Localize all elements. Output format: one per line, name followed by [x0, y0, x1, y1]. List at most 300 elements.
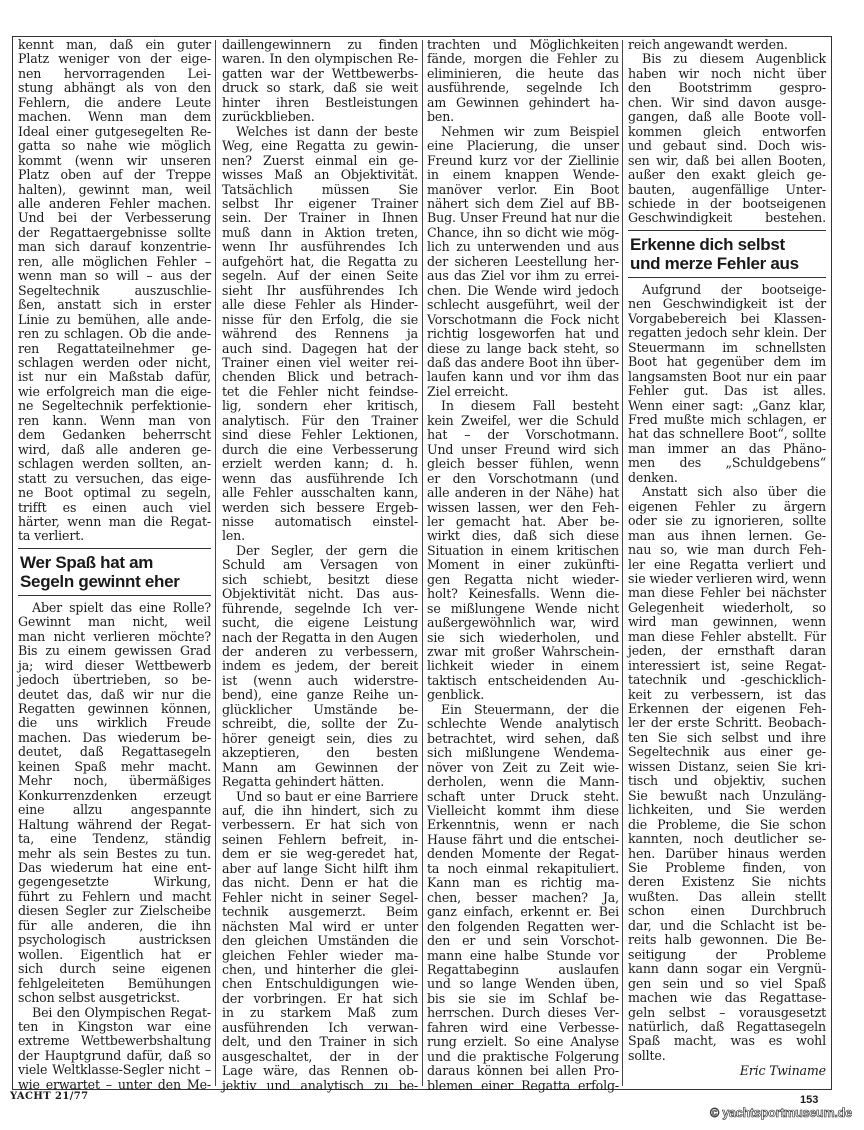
- text-line: derholen, wenn die Mann-: [427, 774, 619, 790]
- paragraph: [628, 38, 826, 52]
- text-line: alle Fehler ausschalten kann,: [222, 485, 418, 501]
- text-line: Trainer einen viel weiter rei-: [222, 354, 418, 370]
- text-line: sieht Ihr ausführendes Ich: [222, 282, 418, 298]
- text-line: holt? Keinesfalls. Wenn die-: [427, 586, 619, 602]
- text-column-2: [222, 38, 418, 1093]
- text-line: nau so, wie man durch Feh-: [628, 542, 826, 558]
- text-line: kennt man, daß ein guter: [18, 37, 211, 52]
- text-line: psychologisch austricksen: [18, 932, 211, 948]
- text-line: durch die eine Verbesserung: [222, 441, 418, 457]
- text-line: Segeltechnik auszuschlie-: [18, 282, 211, 298]
- text-line: Objektivität nicht. Das aus-: [222, 586, 418, 602]
- text-line: taktisch entscheidenden Au-: [427, 672, 619, 688]
- text-line: seitigung der Probleme: [628, 946, 826, 962]
- text-line: erzielt werden kann; d. h.: [222, 456, 418, 472]
- text-line: betrachtet, wird sehen, daß: [427, 730, 619, 746]
- text-line: man diese Fehler abstellt. Für: [628, 628, 826, 644]
- text-line: ta verliert.: [18, 528, 84, 544]
- text-line: den Bootstrimm gespro-: [628, 80, 826, 96]
- text-line: bauten, augenfällige Unter-: [628, 181, 826, 197]
- text-line: gegengesetzte Wirkung,: [18, 874, 211, 890]
- text-line: seinen Fehlern befreit, in-: [222, 831, 418, 847]
- text-line: aber auf lange Sicht hilft ihm: [222, 860, 418, 876]
- text-line: Lage wäre, das Rennen ob-: [222, 1063, 418, 1079]
- text-line: stung abhängt als von den: [18, 80, 211, 96]
- text-line: interessiert ist, seine Regat-: [628, 657, 826, 673]
- text-line: daraus können bei allen Pro-: [427, 1063, 619, 1079]
- text-line: wenn das ausführende Ich: [222, 470, 418, 486]
- text-line: er den Vorschotmann (und: [427, 470, 619, 486]
- text-line: schon einen Durchbruch: [628, 903, 826, 919]
- text-line: sich mißlungene Wendema-: [427, 745, 619, 761]
- text-line: in zu starkem Maß zum: [222, 1005, 418, 1021]
- text-line: ler eine Regatta verliert und: [628, 556, 826, 572]
- text-line: wissen lassen, wer den Feh-: [427, 499, 619, 515]
- text-line: Erkenntnis, wenn er nach: [427, 817, 619, 833]
- text-column-3: [427, 38, 619, 1093]
- text-line: oder sie zu ignorieren, sollte: [628, 513, 826, 529]
- text-line: Der Segler, der gern die: [236, 542, 418, 558]
- text-line: ganz einfach, erkennt er. Bei: [427, 904, 619, 920]
- text-line: Aber spielt das eine Rolle?: [32, 599, 211, 615]
- heading-line: Wer Spaß hat am: [20, 552, 154, 572]
- text-line: schiede in der bootseigenen: [628, 195, 826, 211]
- text-line: Schuld am Versagen von: [222, 557, 418, 573]
- text-line: nen hervorragenden Lei-: [18, 65, 211, 81]
- text-line: tisch und objektiv, suchen: [628, 773, 826, 789]
- text-line: dem Gedanken beherrscht: [18, 427, 211, 443]
- text-line: segeln. Auf der einen Seite: [222, 268, 418, 284]
- text-line: in einem knappen Wende-: [427, 167, 619, 183]
- text-line: Geschwindigkeit bestehen.: [628, 210, 826, 226]
- text-line: Konkurrenzdenken erzeugt: [18, 787, 211, 803]
- paragraph: [628, 283, 826, 485]
- text-line: lich zu unterwenden und aus: [427, 239, 619, 255]
- text-line: reits halb gewonnen. Die Be-: [628, 932, 826, 948]
- section-heading: [628, 230, 826, 278]
- text-line: hörer geneigt sein, dies zu: [222, 730, 418, 746]
- text-line: man sich darauf konzentrie-: [18, 239, 211, 255]
- paragraph: [222, 790, 418, 1094]
- paragraph: [222, 125, 418, 544]
- text-line: növer von Zeit zu Zeit wie-: [427, 759, 619, 775]
- text-line: eigenen Fehler zu ärgern: [628, 498, 826, 514]
- column-divider: [215, 40, 216, 1086]
- text-line: druck so stark, daß sie weit: [222, 80, 418, 96]
- text-line: schon selbst ausgetrickst.: [18, 990, 180, 1006]
- text-line: ta, eine Tendenz, ständig: [18, 831, 211, 847]
- text-line: se mißlungene Wende nicht: [427, 600, 619, 616]
- text-line: haben wir noch nicht über: [628, 65, 826, 81]
- text-line: und die praktische Folgerung: [427, 1048, 619, 1064]
- text-line: kannten, noch deutlicher se-: [628, 831, 826, 847]
- text-line: regatten jedoch sehr klein. Der: [628, 325, 826, 341]
- text-line: trachten und Möglichkeiten: [427, 37, 619, 52]
- text-line: ben.: [427, 109, 455, 125]
- text-line: schreibt, die, sollte der Zu-: [222, 716, 418, 732]
- text-line: sie wieder verlieren wird, wenn: [628, 570, 827, 586]
- text-line: nen Geschwindigkeit ist der: [628, 296, 826, 312]
- text-line: schlechte Wende analytisch: [427, 716, 619, 732]
- text-line: außer den exakt gleich ge-: [628, 167, 826, 183]
- paragraph: [628, 485, 826, 1063]
- watermark: © yachtsportmuseum.de: [710, 1106, 852, 1120]
- text-line: langsamsten Boot nur ein paar: [628, 368, 826, 384]
- text-line: machen. Das wiederum be-: [18, 729, 211, 745]
- text-line: sucht, die eigene Leistung: [222, 615, 418, 631]
- text-line: schlagen werden oder nicht,: [18, 354, 211, 370]
- text-line: bis sie sie im Schlaf be-: [427, 990, 619, 1006]
- text-line: den er und sein Vorschot-: [427, 933, 619, 949]
- text-line: jektiv und analytisch zu be-: [222, 1077, 418, 1093]
- text-line: ten Sie sich selbst und ihre: [628, 729, 826, 745]
- text-line: Platz oben auf der Treppe: [18, 167, 211, 183]
- heading-line: Segeln gewinnt eher: [20, 571, 180, 591]
- column-divider: [622, 40, 623, 1086]
- text-line: Bei den Olympischen Regat-: [32, 1004, 211, 1020]
- text-line: jeden, der ernsthaft daran: [628, 643, 826, 659]
- text-line: wollen. Eigentlich hat er: [18, 946, 211, 962]
- text-line: sich schiebt, besitzt diese: [222, 571, 418, 587]
- text-line: zurückblieben.: [222, 109, 315, 125]
- text-line: und gebaut sind. Doch wis-: [628, 138, 826, 154]
- paragraph: [18, 1006, 211, 1093]
- text-line: hinter ihren Bestleistungen: [222, 94, 418, 110]
- text-line: hen. Darüber hinaus werden: [628, 845, 826, 861]
- text-line: chen, besser machen? Ja,: [427, 889, 619, 905]
- text-line: Haltung während der Regat-: [18, 816, 211, 832]
- text-line: auch sind. Dagegen hat der: [222, 340, 418, 356]
- text-line: härter, wenn man die Regat-: [18, 513, 211, 529]
- text-line: die uns wirklich Freude: [18, 715, 211, 731]
- paragraph: [18, 38, 211, 544]
- text-line: machen wie das Regattase-: [628, 990, 826, 1006]
- text-line: Ideal einer gutgesegelten Re-: [18, 123, 211, 139]
- text-line: das nicht. Denn er hat die: [222, 875, 418, 891]
- text-line: daillengewinnern zu finden: [222, 37, 418, 52]
- paragraph: [427, 703, 619, 1093]
- text-line: der anderen zu verbessern,: [222, 644, 418, 660]
- text-line: muß dann in Aktion treten,: [222, 224, 418, 240]
- text-line: viele Weltklasse-Segler nicht –: [18, 1062, 211, 1078]
- text-line: der vorbringen. Er hat sich: [222, 990, 418, 1006]
- text-line: Tatsächlich müssen Sie: [222, 181, 418, 197]
- text-line: Fehler gut. Das ist alles.: [628, 383, 826, 399]
- text-line: In diesem Fall besteht: [441, 398, 619, 414]
- text-line: wenn man so will – aus der: [18, 268, 211, 284]
- text-line: Und bei der Verbesserung: [18, 210, 211, 226]
- paragraph: [222, 38, 418, 125]
- text-line: Fehler nicht in seiner Segel-: [222, 889, 418, 905]
- text-line: Vorgabebereich bei Klassen-: [628, 310, 826, 326]
- text-line: statt zu versuchen, das eige-: [18, 470, 211, 486]
- text-line: Fred mußte mich schlagen, er: [628, 411, 826, 427]
- text-line: sind diese Fehler Lektionen,: [222, 427, 418, 443]
- text-line: akzeptieren, den besten: [222, 745, 418, 761]
- text-line: sollte.: [628, 1047, 666, 1063]
- text-line: ja; wird dieser Wettbewerb: [18, 657, 211, 673]
- text-line: Gelegenheit wiederholt, so: [628, 599, 826, 615]
- text-line: Kann man es richtig ma-: [427, 875, 619, 891]
- text-line: der Regattaergebnisse sollte: [18, 224, 211, 240]
- text-line: Und unser Freund wird sich: [427, 441, 619, 457]
- text-line: nisse für den Erfolg, die sie: [222, 311, 418, 327]
- text-line: man nicht verlieren möchte?: [18, 628, 211, 644]
- text-line: richtig losgeworfen hat und: [427, 326, 619, 342]
- text-line: sich durch seine eigenen: [18, 961, 211, 977]
- text-line: der sicheren Leestellung her-: [427, 253, 619, 269]
- text-line: Wenn einer sagt: „Ganz klar,: [628, 397, 826, 413]
- text-line: Spaß macht, was es wohl: [628, 1033, 826, 1049]
- text-line: Regatten gewinnen können,: [18, 701, 211, 717]
- text-line: gen sein und so viel Spaß: [628, 975, 826, 991]
- text-line: sie sich wiederholen, und: [427, 629, 619, 645]
- text-line: denken.: [628, 469, 678, 485]
- text-line: ren Regattateilnehmer ge-: [18, 340, 211, 356]
- text-line: delt, und den Trainer in sich: [222, 1034, 418, 1050]
- text-line: chen. Wir sind davon ausge-: [628, 94, 826, 110]
- text-line: Erkennen der eigenen Feh-: [628, 701, 826, 717]
- text-line: alle anderen Fehler machen.: [18, 195, 211, 211]
- text-line: Chance, ihn so dicht wie mög-: [427, 224, 619, 240]
- text-line: Das wiederum hat eine ent-: [18, 860, 211, 876]
- text-line: ausführenden Ich verwan-: [222, 1019, 418, 1035]
- text-line: schlagen werden sollten, an-: [18, 456, 211, 472]
- text-line: wie erwartet – unter den Me-: [18, 1076, 211, 1092]
- text-line: Ziel erreicht.: [427, 383, 509, 399]
- text-line: diese zu lange back steht, so: [427, 340, 619, 356]
- text-line: werden sich bessere Ergeb-: [222, 499, 418, 515]
- text-line: aufgehört hat, die Regatta zu: [222, 253, 418, 269]
- text-line: für alle anderen, die ihn: [18, 917, 211, 933]
- text-line: den folgenden Regatten wer-: [427, 918, 619, 934]
- text-line: natürlich, daß Regattasegeln: [628, 1019, 826, 1034]
- text-line: deutet, daß Regattasegeln: [18, 744, 211, 760]
- text-line: kommt (wenn wir unseren: [18, 152, 211, 168]
- text-line: deutet das, daß wir nur die: [18, 686, 211, 702]
- text-line: deren Existenz Sie nichts: [628, 874, 826, 890]
- text-line: nach der Regatta in den Augen: [222, 629, 418, 645]
- text-line: gen Regatta nicht wieder-: [427, 571, 619, 587]
- text-line: trifft es einen auch viel: [18, 499, 211, 515]
- text-line: daß das andere Boot ihn über-: [427, 354, 619, 370]
- text-line: Situation in einem kritischen: [427, 542, 619, 558]
- text-line: führende, segelnde Ich ver-: [222, 600, 418, 616]
- paragraph: [427, 38, 619, 125]
- text-line: Fehlern, die andere Leute: [18, 94, 211, 110]
- text-line: wird, daß alle anderen ge-: [18, 441, 211, 457]
- text-line: Platz weniger von der eige-: [18, 51, 211, 67]
- paragraph: [222, 544, 418, 790]
- text-line: ta noch einmal rekapituliert.: [427, 860, 619, 876]
- text-line: Bug. Unser Freund hat nur die: [427, 210, 620, 226]
- text-line: chen. Die Wende wird jedoch: [427, 282, 619, 298]
- text-line: Vielleicht kommt ihm diese: [427, 803, 619, 819]
- text-line: machen. Wenn man dem: [18, 109, 211, 125]
- text-line: analytisch. Für den Trainer: [222, 412, 418, 428]
- text-line: Weg, eine Regatta zu gewin-: [222, 138, 418, 154]
- text-line: lichkeit wieder in einem: [427, 658, 619, 674]
- text-line: ler gemacht hat. Aber be-: [427, 513, 619, 529]
- text-line: nisse automatisch einstel-: [222, 513, 418, 529]
- text-line: Moment in einer zukünfti-: [427, 557, 619, 573]
- text-line: diesen Segler zur Zielscheibe: [18, 903, 211, 919]
- text-line: wissen Distanz, seien Sie kri-: [628, 758, 826, 774]
- text-line: hat das schnellere Boot“, sollte: [628, 426, 826, 442]
- text-line: ren kann. Wenn man von: [18, 412, 211, 428]
- text-line: kommen gleich entworfen: [628, 123, 826, 139]
- publication-issue: YACHT 21/77: [10, 1091, 89, 1102]
- text-line: ne Segeltechnik perfektionie-: [18, 398, 211, 414]
- text-line: auf, die ihn hindert, sich zu: [222, 803, 418, 819]
- text-line: jedoch übertrieben, so be-: [18, 672, 211, 688]
- text-line: wisses Maß an Objektivität.: [222, 167, 418, 183]
- text-line: Boot hat gegenüber dem im: [628, 354, 826, 370]
- text-line: man immer an das Phäno-: [628, 440, 826, 456]
- text-line: Hause fährt und die entschei-: [427, 831, 619, 847]
- text-line: kein Zweifel, wer die Schuld: [427, 412, 619, 428]
- text-line: führt zu Fehlern und macht: [18, 888, 211, 904]
- text-line: Sie bewußt nach Unzuläng-: [628, 787, 826, 803]
- text-line: Vorschotmann die Fock nicht: [427, 311, 619, 327]
- text-line: gangen, daß alle Boote voll-: [628, 109, 826, 125]
- text-line: chen Entschuldigungen wie-: [222, 976, 418, 992]
- text-line: laufen kann und vor ihm das: [427, 369, 619, 385]
- text-line: geln selbst – vorausgesetzt: [628, 1004, 826, 1020]
- text-line: Sie Probleme finden, von: [628, 860, 826, 876]
- text-line: men des „Schuldgebens“: [628, 455, 826, 471]
- text-line: ist (wenn auch widerstre-: [222, 672, 418, 688]
- text-column-1: [18, 38, 211, 1092]
- text-line: tatechnik und -geschicklich-: [628, 672, 826, 688]
- text-line: wußten. Das allein stellt: [628, 888, 826, 904]
- text-line: Nehmen wir zum Beispiel: [441, 123, 619, 139]
- text-line: bend), eine ganze Reihe un-: [222, 687, 418, 703]
- text-line: der Hauptgrund dafür, daß so: [18, 1047, 211, 1063]
- paragraph: [18, 601, 211, 1006]
- text-line: waren. In den olympischen Re-: [222, 51, 418, 67]
- text-line: wird man gewinnen, wenn: [628, 614, 826, 630]
- text-line: mehr als sein Bestes zu tun.: [18, 845, 211, 861]
- text-line: selbst Ihr eigener Trainer: [222, 195, 418, 211]
- text-line: fehlgeleiteten Bemühungen: [18, 975, 211, 991]
- text-line: ne Boot optimal zu segeln,: [18, 485, 211, 501]
- paragraph: [427, 399, 619, 703]
- text-line: Und so baut er eine Barriere: [236, 788, 418, 804]
- text-line: Aufgrund der bootseige-: [642, 281, 826, 297]
- section-heading: [18, 548, 211, 596]
- text-line: dem er sie weg-geredet hat,: [222, 846, 418, 862]
- text-line: Gewinnt man nicht, weil: [18, 614, 211, 630]
- text-line: Regattabeginn auslaufen: [427, 962, 619, 977]
- text-line: chenden Blick und betrach-: [222, 369, 418, 385]
- text-line: mann eine halbe Stunde vor: [427, 947, 619, 963]
- text-line: Mehr noch, übermäßiges: [18, 773, 211, 789]
- text-line: hat – der Vorschotmann.: [427, 427, 619, 443]
- text-line: ausführende, segelnde Ich: [427, 80, 619, 96]
- text-line: am Gewinnen gehindert ha-: [427, 94, 619, 110]
- text-line: nen? Zuerst einmal ein ge-: [222, 152, 418, 168]
- text-line: gatten war der Wettbewerbs-: [222, 65, 418, 81]
- text-line: kann dann sogar ein Vergnü-: [628, 961, 826, 977]
- text-line: den gleichen Umständen die: [222, 933, 418, 949]
- heading-line: Erkenne dich selbst: [630, 234, 785, 254]
- column-divider: [422, 40, 423, 1086]
- text-line: nächsten Mal wird er unter: [222, 918, 418, 934]
- text-line: fahren wird eine Verbesse-: [427, 1019, 619, 1035]
- text-line: Regatta gehindert hätten.: [222, 774, 385, 790]
- text-line: gleich besser fühlen, wenn: [427, 456, 619, 472]
- text-line: alle diese Fehler als Hinder-: [222, 297, 418, 313]
- text-line: alle anderen in der Nähe) hat: [427, 485, 619, 501]
- text-line: schlecht ausgeführt, weil der: [427, 297, 619, 313]
- text-line: manöver verlor. Ein Boot: [427, 181, 619, 197]
- text-line: keinen Spaß mehr macht.: [18, 758, 211, 774]
- text-line: Linie zu bemühen, alle ande-: [18, 311, 211, 327]
- text-line: ßen, anstatt sich in erster: [18, 297, 211, 313]
- text-line: eine Placierung, die unser: [427, 138, 619, 154]
- text-line: sen wir, daß bei allen Booten,: [628, 152, 826, 168]
- text-line: indem es jedem, der bereit: [222, 658, 418, 674]
- text-line: eliminieren, die heute das: [427, 65, 619, 81]
- text-line: Ein Steuermann, der die: [441, 701, 619, 717]
- text-line: außergewöhnlich war, wird: [427, 615, 619, 631]
- text-line: man aus ihnen lernen. Ge-: [628, 527, 826, 543]
- text-line: gleichen Fehler wieder ma-: [222, 947, 418, 963]
- text-line: Steuermann im schnellsten: [628, 339, 826, 355]
- text-line: sein. Der Trainer in Ihnen: [222, 210, 418, 226]
- text-line: ler der erste Schritt. Beobach-: [628, 715, 826, 731]
- text-line: herrschen. Durch dieses Ver-: [427, 1005, 619, 1021]
- text-line: zwar mit großer Wahrschein-: [427, 644, 619, 660]
- text-line: die Probleme, die Sie schon: [628, 816, 826, 832]
- text-line: Bis zu diesem Augenblick: [642, 51, 826, 67]
- text-line: ren zu schlagen. Ob die ande-: [18, 326, 211, 342]
- text-line: gatta so nahe wie möglich: [18, 138, 211, 154]
- heading-line: und merze Fehler aus: [630, 253, 799, 273]
- text-line: fände, morgen die Fehler zu: [427, 51, 619, 67]
- text-line: dar, und die Schlacht ist be-: [628, 917, 826, 933]
- text-line: Freund kurz vor der Ziellinie: [427, 152, 619, 168]
- text-line: rung erzielt. So eine Analyse: [427, 1034, 619, 1050]
- text-column-4: [628, 38, 826, 1079]
- text-line: Mann am Gewinnen der: [222, 759, 418, 775]
- text-line: genblick.: [427, 687, 485, 703]
- text-line: eine allzu angespannte: [18, 802, 211, 818]
- text-line: Anstatt sich also über die: [642, 484, 826, 500]
- paragraph: [427, 125, 619, 400]
- text-line: ist nur ein Maßstab dafür,: [18, 369, 211, 385]
- text-line: nähert sich dem Ziel auf BB-: [427, 195, 619, 211]
- text-line: aus das Ziel vor ihm zu errei-: [427, 268, 619, 284]
- text-line: tet die Fehler nicht feindse-: [222, 383, 418, 399]
- text-line: Bis zu einem gewissen Grad: [18, 643, 211, 659]
- text-line: ren, alle möglichen Fehler –: [18, 253, 211, 269]
- text-line: glücklicher Umstände be-: [222, 701, 418, 717]
- text-line: len.: [222, 528, 245, 544]
- text-line: chen, und hinterher die glei-: [222, 962, 418, 977]
- text-line: technik ausgemerzt. Beim: [222, 904, 418, 920]
- text-line: Welches ist dann der beste: [236, 123, 418, 139]
- page-number: 153: [800, 1094, 819, 1106]
- text-line: Segeltechnik aus einer ge-: [628, 744, 826, 760]
- text-line: halten), gewinnt man, weil: [18, 181, 211, 197]
- text-line: wenn Ihr ausführendes Ich: [222, 239, 418, 255]
- text-line: blemen einer Regatta erfolg-: [427, 1077, 619, 1093]
- text-line: reich angewandt werden.: [628, 37, 788, 52]
- text-line: wirkt dies, daß sich diese: [427, 528, 619, 544]
- paragraph: [628, 52, 826, 225]
